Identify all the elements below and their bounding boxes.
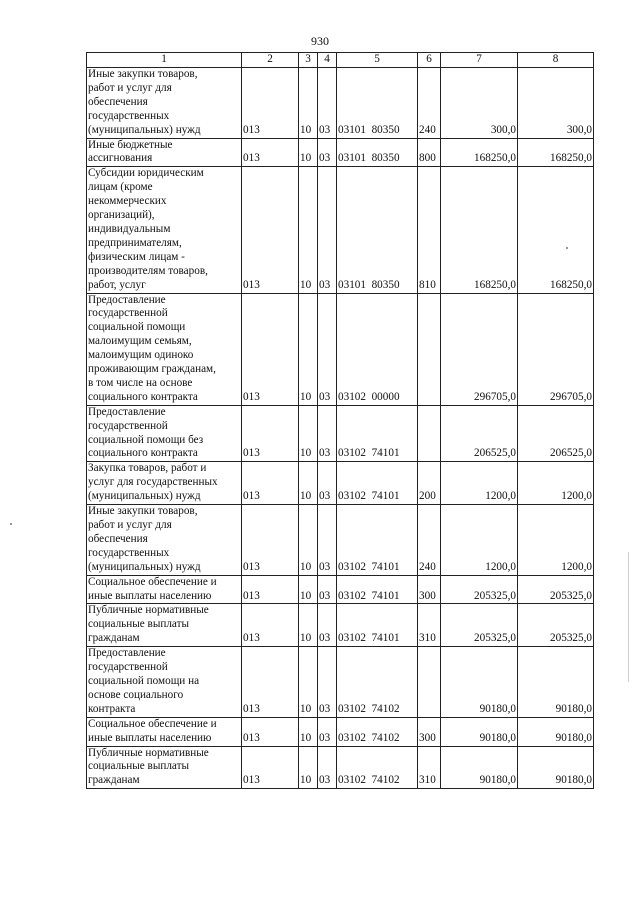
row-target-article: 03102 00000 [337, 293, 418, 405]
row-name: Иные бюджетные ассигнования [87, 138, 242, 167]
row-name: Публичные нормативные социальные выплаты гражданам [87, 746, 242, 789]
row-amount-col7: 90180,0 [441, 647, 518, 718]
row-section: 10 [299, 717, 318, 746]
row-target-article: 03102 74101 [337, 405, 418, 462]
row-ministry-code: 013 [242, 717, 299, 746]
scan-speck [566, 247, 568, 249]
row-section: 10 [299, 746, 318, 789]
row-name: Публичные нормативные социальные выплаты гражданам [87, 604, 242, 647]
row-amount-col8: 168250,0 [518, 138, 594, 167]
column-header-2: 2 [242, 53, 299, 68]
row-ministry-code: 013 [242, 505, 299, 576]
row-expense-type: 310 [418, 746, 441, 789]
row-ministry-code: 013 [242, 462, 299, 505]
row-amount-col8: 205325,0 [518, 604, 594, 647]
row-amount-col8: 205325,0 [518, 575, 594, 604]
row-ministry-code: 013 [242, 604, 299, 647]
row-subsection: 03 [318, 405, 337, 462]
row-target-article: 03102 74101 [337, 575, 418, 604]
row-target-article: 03102 74101 [337, 505, 418, 576]
row-section: 10 [299, 505, 318, 576]
row-amount-col8: 168250,0 [518, 167, 594, 293]
row-ministry-code: 013 [242, 575, 299, 604]
row-subsection: 03 [318, 167, 337, 293]
table-row [87, 717, 594, 746]
row-name: Иные закупки товаров, работ и услуг для обеспечения государственных (муниципальных) нужд [87, 505, 242, 576]
row-subsection: 03 [318, 138, 337, 167]
row-amount-col7: 90180,0 [441, 746, 518, 789]
row-amount-col7: 300,0 [441, 68, 518, 139]
row-ministry-code: 013 [242, 647, 299, 718]
row-amount-col7: 296705,0 [441, 293, 518, 405]
row-amount-col8: 1200,0 [518, 462, 594, 505]
row-expense-type: 800 [418, 138, 441, 167]
row-expense-type [418, 405, 441, 462]
row-subsection: 03 [318, 462, 337, 505]
row-target-article: 03102 74101 [337, 462, 418, 505]
row-subsection: 03 [318, 746, 337, 789]
row-name: Закупка товаров, работ и услуг для государственных (муниципальных) нужд [87, 462, 242, 505]
row-section: 10 [299, 167, 318, 293]
table-row [87, 167, 594, 293]
table-row [87, 505, 594, 576]
row-amount-col7: 1200,0 [441, 505, 518, 576]
row-name: Предоставление государственной социальной помощи малоимущим семьям, малоимущим одиноко проживающим гражданам, в том числе на основе социального контракта [87, 293, 242, 405]
column-header-3: 3 [299, 53, 318, 68]
row-ministry-code: 013 [242, 138, 299, 167]
row-expense-type: 300 [418, 575, 441, 604]
row-name: Социальное обеспечение и иные выплаты населению [87, 575, 242, 604]
scan-speck [10, 523, 12, 525]
row-expense-type: 310 [418, 604, 441, 647]
budget-table [86, 52, 594, 789]
row-expense-type [418, 293, 441, 405]
row-section: 10 [299, 293, 318, 405]
row-amount-col8: 90180,0 [518, 717, 594, 746]
row-expense-type: 300 [418, 717, 441, 746]
row-section: 10 [299, 405, 318, 462]
table-row [87, 138, 594, 167]
row-subsection: 03 [318, 647, 337, 718]
column-header-8: 8 [518, 53, 594, 68]
row-subsection: 03 [318, 575, 337, 604]
row-target-article: 03101 80350 [337, 68, 418, 139]
row-ministry-code: 013 [242, 68, 299, 139]
row-amount-col7: 205325,0 [441, 604, 518, 647]
row-ministry-code: 013 [242, 746, 299, 789]
table-row [87, 405, 594, 462]
row-expense-type: 200 [418, 462, 441, 505]
row-amount-col7: 168250,0 [441, 138, 518, 167]
row-target-article: 03101 80350 [337, 167, 418, 293]
table-row [87, 575, 594, 604]
row-section: 10 [299, 138, 318, 167]
row-amount-col8: 206525,0 [518, 405, 594, 462]
row-name: Социальное обеспечение и иные выплаты населению [87, 717, 242, 746]
row-target-article: 03101 80350 [337, 138, 418, 167]
row-target-article: 03102 74102 [337, 647, 418, 718]
row-amount-col7: 1200,0 [441, 462, 518, 505]
row-subsection: 03 [318, 505, 337, 576]
column-header-6: 6 [418, 53, 441, 68]
row-section: 10 [299, 68, 318, 139]
table-row [87, 68, 594, 139]
table-row [87, 293, 594, 405]
row-section: 10 [299, 647, 318, 718]
row-ministry-code: 013 [242, 405, 299, 462]
row-section: 10 [299, 462, 318, 505]
row-name: Предоставление государственной социальной помощи без социального контракта [87, 405, 242, 462]
table-row [87, 746, 594, 789]
column-header-5: 5 [337, 53, 418, 68]
table-row [87, 647, 594, 718]
row-section: 10 [299, 604, 318, 647]
row-amount-col8: 300,0 [518, 68, 594, 139]
row-target-article: 03102 74102 [337, 746, 418, 789]
row-section: 10 [299, 575, 318, 604]
row-expense-type: 240 [418, 68, 441, 139]
row-subsection: 03 [318, 68, 337, 139]
row-target-article: 03102 74101 [337, 604, 418, 647]
row-expense-type: 240 [418, 505, 441, 576]
row-ministry-code: 013 [242, 293, 299, 405]
table-row [87, 604, 594, 647]
row-target-article: 03102 74102 [337, 717, 418, 746]
page-number: 930 [311, 34, 329, 48]
row-expense-type [418, 647, 441, 718]
header-row [87, 53, 594, 68]
row-expense-type: 810 [418, 167, 441, 293]
row-ministry-code: 013 [242, 167, 299, 293]
row-name: Субсидии юридическим лицам (кроме некоммерческих организаций), индивидуальным предпринимателям, физическим лицам - производителям товаров, работ, услуг [87, 167, 242, 293]
column-header-1: 1 [87, 53, 242, 68]
row-subsection: 03 [318, 604, 337, 647]
row-subsection: 03 [318, 717, 337, 746]
column-header-7: 7 [441, 53, 518, 68]
row-name: Предоставление государственной социальной помощи на основе социального контракта [87, 647, 242, 718]
row-amount-col8: 90180,0 [518, 746, 594, 789]
row-amount-col8: 90180,0 [518, 647, 594, 718]
row-amount-col7: 205325,0 [441, 575, 518, 604]
row-amount-col7: 206525,0 [441, 405, 518, 462]
row-amount-col7: 168250,0 [441, 167, 518, 293]
row-amount-col8: 1200,0 [518, 505, 594, 576]
table-row [87, 462, 594, 505]
row-name: Иные закупки товаров, работ и услуг для обеспечения государственных (муниципальных) нужд [87, 68, 242, 139]
row-amount-col8: 296705,0 [518, 293, 594, 405]
row-amount-col7: 90180,0 [441, 717, 518, 746]
row-subsection: 03 [318, 293, 337, 405]
scan-margin-line [628, 552, 629, 682]
column-header-4: 4 [318, 53, 337, 68]
